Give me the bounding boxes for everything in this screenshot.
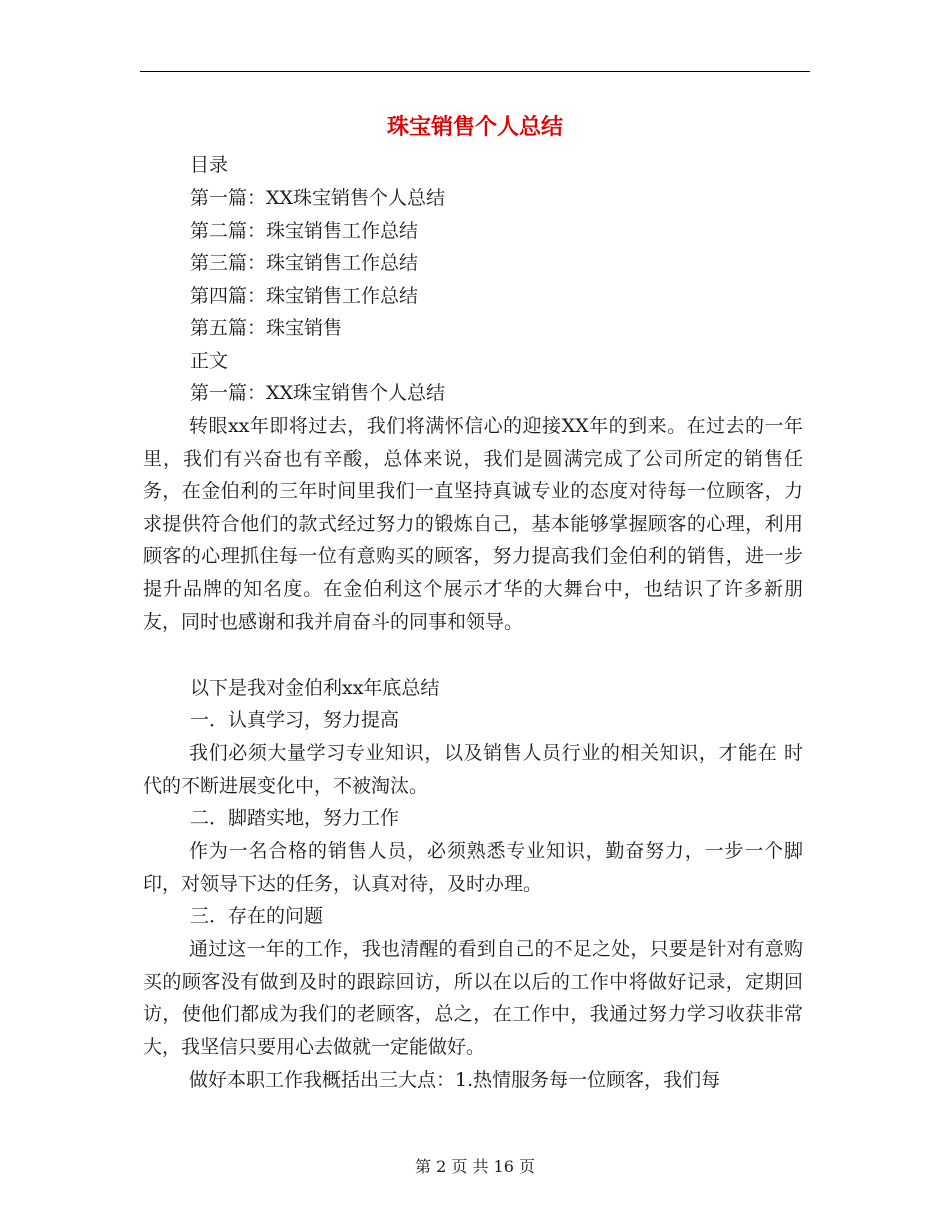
section-heading: 三．存在的问题	[190, 905, 324, 927]
paragraph: 做好本职工作我概括出三大点：1.热情服务每一位顾客，我们每	[189, 1069, 721, 1091]
paragraph: 转眼xx年即将过去，我们将满怀信心的迎接XX年的到来。在过去的一年里，我们有兴奋也有辛酸，总体来说，我们是圆满完成了公司所定的销售任务，在金伯利的三年时间里我们一直坚持真诚专业的态度对待每一位顾客，力求提供符合他们的款式经过努力的锻炼自己，基本能够掌握顾客的心理，利用顾客的心理抓住每一位有意购买的顾客，努力提高我们金伯利的销售，进一步提升品牌的知名度。在金伯利这个展示才华的大舞台中，也结识了许多新朋友，同时也感谢和我并肩奋斗的同事和领导。	[143, 415, 803, 633]
paragraph: 作为一名合格的销售人员，必须熟悉专业知识，勤奋努力，一步一个脚印，对领导下达的任务，认真对待，及时办理。	[143, 840, 803, 895]
paragraph: 通过这一年的工作，我也清醒的看到自己的不足之处，只要是针对有意购买的顾客没有做到及时的跟踪回访，所以在以后的工作中将做好记录，定期回访，使他们都成为我们的老顾客，总之，在工作中，我通过努力学习收获非常大，我坚信只要用心去做就一定能做好。	[143, 938, 803, 1058]
paragraph: 我们必须大量学习专业知识，以及销售人员行业的相关知识，才能在 时代的不断进展变化中，不被淘汰。	[143, 742, 803, 797]
toc-item: 第一篇：XX珠宝销售个人总结	[190, 187, 446, 209]
header-rule	[140, 71, 810, 72]
toc-heading: 目录	[190, 154, 229, 176]
paragraph: 以下是我对金伯利xx年底总结	[190, 677, 440, 699]
toc-item: 第二篇：珠宝销售工作总结	[190, 220, 419, 242]
toc-item: 第三篇：珠宝销售工作总结	[190, 252, 419, 274]
body-heading: 正文	[190, 350, 229, 372]
section-heading: 一．认真学习，努力提高	[190, 709, 400, 731]
toc-item: 第五篇：珠宝销售	[190, 317, 343, 339]
toc-item: 第四篇：珠宝销售工作总结	[190, 285, 419, 307]
document-title: 珠宝销售个人总结	[386, 115, 563, 140]
part-heading: 第一篇：XX珠宝销售个人总结	[190, 382, 446, 404]
page-footer: 第 2 页 共 16 页	[415, 1157, 535, 1176]
section-heading: 二．脚踏实地，努力工作	[190, 807, 400, 829]
